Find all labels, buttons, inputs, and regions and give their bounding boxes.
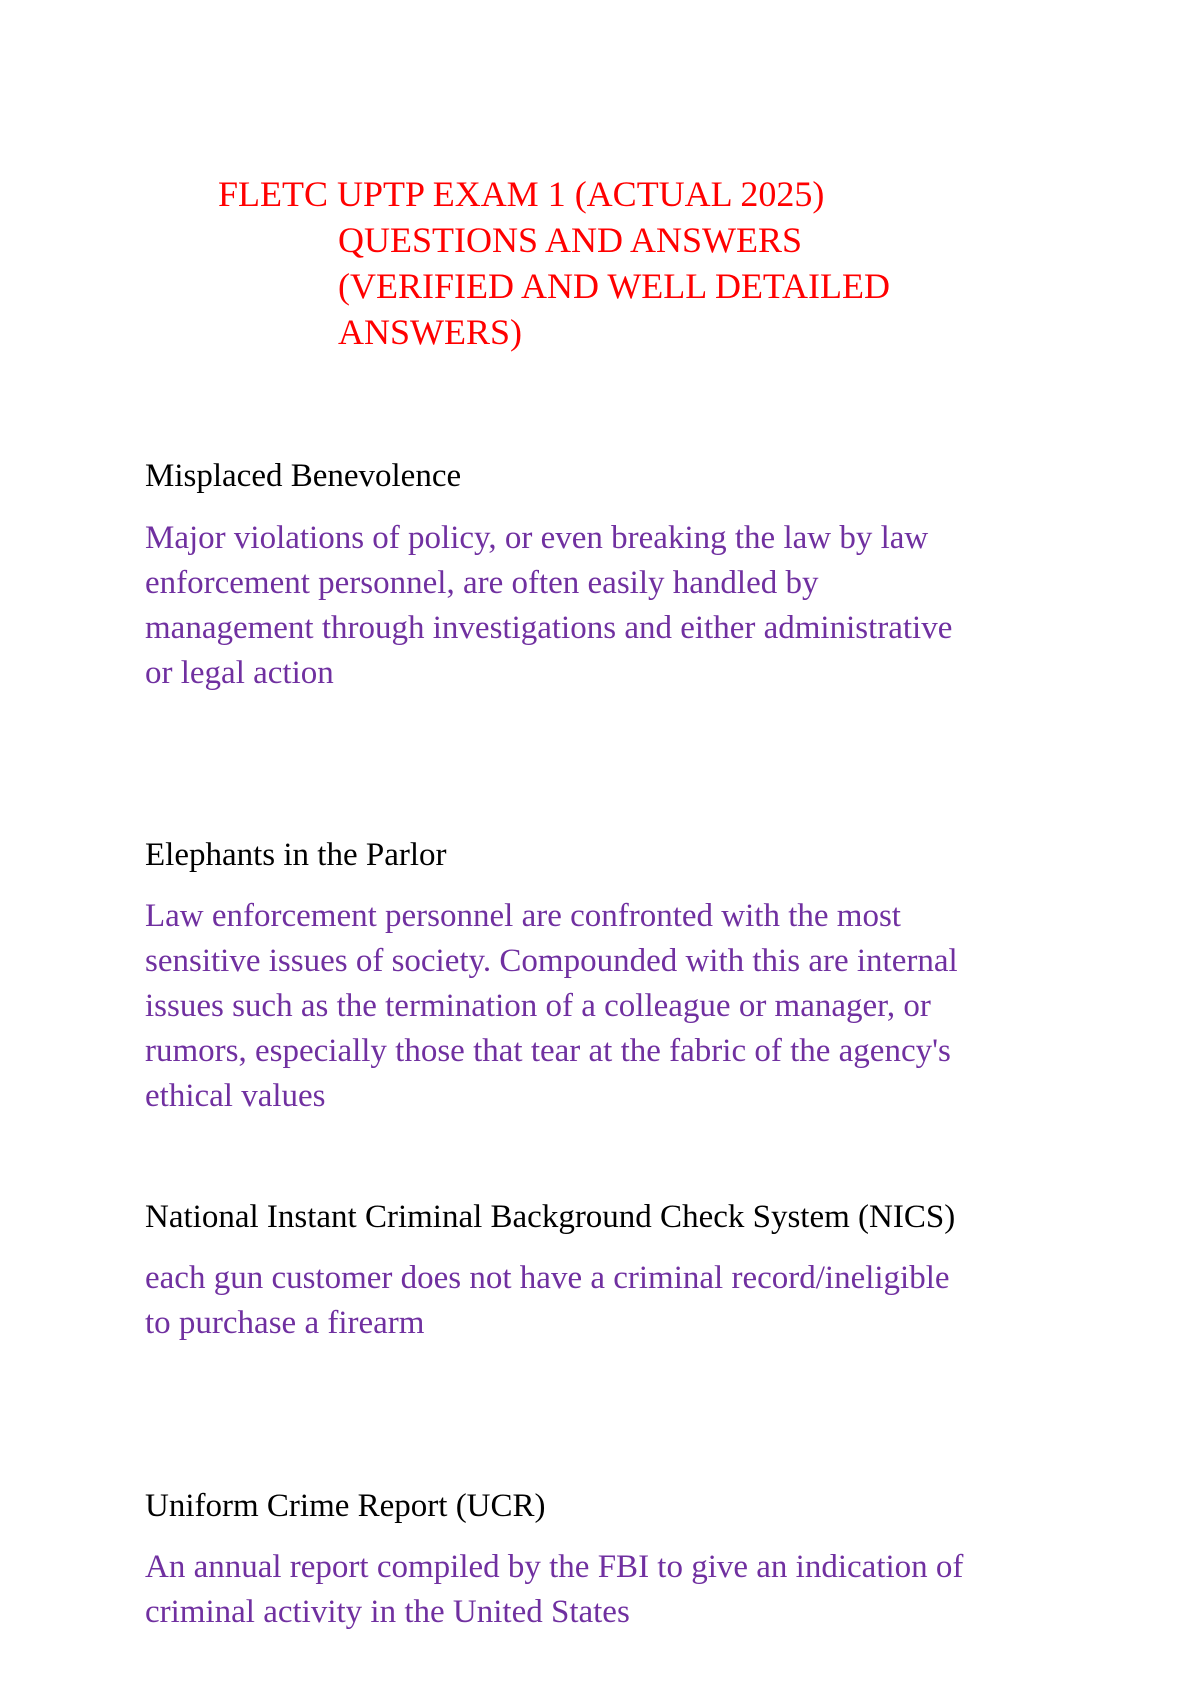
term-nics: National Instant Criminal Background Check System (NICS) xyxy=(145,1199,956,1235)
definition-line: Major violations of policy, or even breaking the law by law xyxy=(145,520,929,556)
definition-line: management through investigations and either administrative xyxy=(145,610,953,646)
definition-line: or legal action xyxy=(145,655,334,691)
term-misplaced-benevolence: Misplaced Benevolence xyxy=(145,458,462,494)
definition-line: An annual report compiled by the FBI to give an indication of xyxy=(145,1549,964,1585)
term-elephants-in-the-parlor: Elephants in the Parlor xyxy=(145,837,447,873)
doc-title-line-3: (VERIFIED AND WELL DETAILED xyxy=(338,266,891,306)
definition-line: issues such as the termination of a colleague or manager, or xyxy=(145,988,931,1024)
doc-title-line-1: FLETC UPTP EXAM 1 (ACTUAL 2025) xyxy=(218,174,825,214)
definition-line: each gun customer does not have a criminal record/ineligible xyxy=(145,1260,950,1296)
definition-line: enforcement personnel, are often easily handled by xyxy=(145,565,819,601)
definition-misplaced-benevolence xyxy=(145,516,1065,696)
definition-line: rumors, especially those that tear at the fabric of the agency's xyxy=(145,1033,951,1069)
definition-elephants-in-the-parlor xyxy=(145,894,1065,1119)
definition-line: Law enforcement personnel are confronted with the most xyxy=(145,898,901,934)
definition-line: to purchase a firearm xyxy=(145,1305,425,1341)
doc-title-line-4: ANSWERS) xyxy=(338,312,523,352)
definition-line: sensitive issues of society. Compounded with this are internal xyxy=(145,943,958,979)
term-ucr: Uniform Crime Report (UCR) xyxy=(145,1488,546,1524)
definition-line: criminal activity in the United States xyxy=(145,1594,630,1630)
definition-nics xyxy=(145,1256,1065,1346)
definition-line: ethical values xyxy=(145,1078,326,1114)
doc-title-line-2: QUESTIONS AND ANSWERS xyxy=(338,220,803,260)
definition-ucr xyxy=(145,1545,1065,1635)
